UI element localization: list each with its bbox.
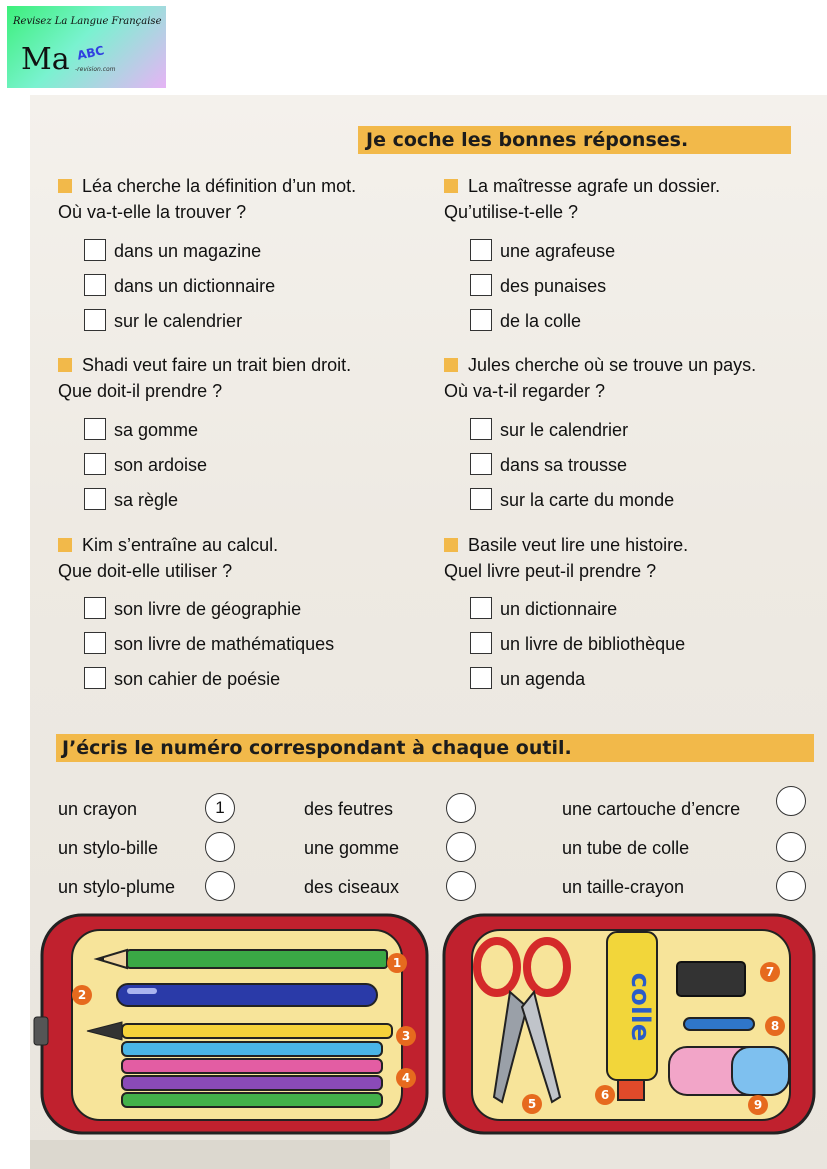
question-2-line-2: Qu’utilise-t-elle ?	[444, 202, 579, 222]
option-label: sa gomme	[114, 420, 199, 440]
tool-label: un tube de colle	[562, 838, 690, 858]
question-4-line-2: Où va-t-il regarder ?	[444, 381, 606, 401]
tool-label: un taille-crayon	[562, 877, 685, 897]
tool-label: un crayon	[58, 799, 138, 819]
question-3	[58, 352, 351, 404]
bullet-square-icon	[444, 358, 458, 372]
option-checkbox[interactable]	[84, 309, 242, 333]
question-4	[444, 352, 756, 404]
option-checkbox[interactable]	[470, 239, 615, 263]
answer-circle[interactable]: 1	[205, 793, 235, 823]
header-whitespace	[165, 33, 818, 89]
logo-suffix: -revision.com	[75, 66, 116, 73]
logo-abc: ABC	[75, 43, 106, 63]
number-badge: 1	[387, 953, 407, 973]
tool-label: une cartouche d’encre	[562, 799, 741, 819]
option-checkbox[interactable]	[470, 632, 685, 656]
checkbox-icon[interactable]	[84, 632, 106, 654]
site-logo	[7, 6, 166, 88]
checkbox-icon[interactable]	[84, 309, 106, 331]
bullet-square-icon	[444, 538, 458, 552]
answer-circle[interactable]	[205, 832, 235, 862]
option-checkbox[interactable]	[84, 418, 198, 442]
option-checkbox[interactable]	[470, 418, 628, 442]
question-6	[444, 532, 688, 584]
option-label: une agrafeuse	[500, 241, 616, 261]
answer-circle[interactable]	[776, 832, 806, 862]
checkbox-icon[interactable]	[470, 597, 492, 619]
option-checkbox[interactable]	[84, 488, 178, 512]
ballpoint-pen-icon	[117, 984, 377, 1006]
answer-circle[interactable]	[776, 871, 806, 901]
checkbox-icon[interactable]	[84, 453, 106, 475]
number-badge: 3	[396, 1026, 416, 1046]
option-label: sur le calendrier	[500, 420, 629, 440]
option-label: un agenda	[500, 669, 586, 689]
option-label: des punaises	[500, 276, 607, 296]
checkbox-icon[interactable]	[470, 309, 492, 331]
bullet-square-icon	[58, 538, 72, 552]
section2-title: J’écris le numéro correspondant à chaque outil.	[56, 734, 814, 762]
option-label: dans un magazine	[114, 241, 262, 261]
tool-label: des feutres	[304, 799, 394, 819]
tool-label: un stylo-bille	[58, 838, 159, 858]
option-checkbox[interactable]	[84, 239, 261, 263]
answer-circle[interactable]	[446, 832, 476, 862]
option-checkbox[interactable]	[470, 488, 674, 512]
answer-circle[interactable]	[446, 871, 476, 901]
option-label: dans un dictionnaire	[114, 276, 276, 296]
option-checkbox[interactable]	[470, 453, 627, 477]
checkbox-icon[interactable]	[470, 667, 492, 689]
option-label: son ardoise	[114, 455, 208, 475]
option-label: sur le calendrier	[114, 311, 243, 331]
checkbox-icon[interactable]	[84, 274, 106, 296]
checkbox-icon[interactable]	[84, 667, 106, 689]
number-badge: 6	[595, 1085, 615, 1105]
zipper-pull-icon	[34, 1017, 48, 1045]
answer-circle[interactable]	[205, 871, 235, 901]
ink-cartridge-icon	[684, 1018, 754, 1030]
bullet-square-icon	[444, 179, 458, 193]
option-label: sa règle	[114, 490, 179, 510]
bullet-square-icon	[58, 358, 72, 372]
checkbox-icon[interactable]	[84, 239, 106, 261]
pencil-case-illustration	[32, 912, 822, 1137]
question-5	[58, 532, 278, 584]
option-checkbox[interactable]	[84, 632, 334, 656]
option-checkbox[interactable]	[470, 597, 617, 621]
answer-circle[interactable]	[776, 786, 806, 816]
checkbox-icon[interactable]	[470, 418, 492, 440]
number-badge: 9	[748, 1095, 768, 1115]
option-label: son cahier de poésie	[114, 669, 281, 689]
question-6-line-2: Quel livre peut-il prendre ?	[444, 561, 657, 581]
tool-label: une gomme	[304, 838, 400, 858]
question-6-line-1: Basile veut lire une histoire.	[468, 535, 689, 555]
tool-label: un stylo-plume	[58, 877, 176, 897]
bullet-square-icon	[58, 179, 72, 193]
checkbox-icon[interactable]	[470, 239, 492, 261]
checkbox-icon[interactable]	[470, 632, 492, 654]
question-2-line-1: La maîtresse agrafe un dossier.	[468, 176, 721, 196]
logo-brand: Ma	[21, 42, 70, 77]
option-checkbox[interactable]	[470, 309, 581, 333]
page-bottom-strip	[30, 1140, 390, 1169]
fountain-pen-icon	[87, 1022, 392, 1040]
question-2	[444, 173, 720, 225]
sharpener-icon	[677, 962, 745, 996]
option-label: son livre de géographie	[114, 599, 302, 619]
checkbox-icon[interactable]	[470, 488, 492, 510]
number-badge: 7	[760, 962, 780, 982]
question-1	[58, 173, 356, 225]
glue-text: colle	[625, 972, 655, 1042]
option-checkbox[interactable]	[84, 667, 280, 691]
option-label: de la colle	[500, 311, 582, 331]
checkbox-icon[interactable]	[84, 418, 106, 440]
option-label: un livre de bibliothèque	[500, 634, 686, 654]
number-badge: 2	[72, 985, 92, 1005]
number-badge: 8	[765, 1016, 785, 1036]
section1-title: Je coche les bonnes réponses.	[358, 126, 791, 154]
number-badge: 4	[396, 1068, 416, 1088]
answer-circle[interactable]	[446, 793, 476, 823]
option-checkbox[interactable]	[84, 453, 207, 477]
number-badge: 5	[522, 1094, 542, 1114]
checkbox-icon[interactable]	[470, 453, 492, 475]
glue-tube-icon	[607, 932, 657, 1100]
question-5-line-2: Que doit-elle utiliser ?	[58, 561, 233, 581]
pencil-icon	[94, 950, 387, 968]
question-4-line-1: Jules cherche où se trouve un pays.	[468, 355, 757, 375]
question-3-line-1: Shadi veut faire un trait bien droit.	[82, 355, 352, 375]
option-checkbox[interactable]	[470, 274, 606, 298]
option-checkbox[interactable]	[84, 274, 275, 298]
checkbox-icon[interactable]	[84, 488, 106, 510]
option-checkbox[interactable]	[470, 667, 585, 691]
tool-label: des ciseaux	[304, 877, 400, 897]
option-label: son livre de mathématiques	[114, 634, 335, 654]
logo-tagline: Revisez La Langue Française	[13, 16, 162, 27]
question-5-line-1: Kim s’entraîne au calcul.	[82, 535, 279, 555]
eraser-icon	[669, 1047, 789, 1095]
option-checkbox[interactable]	[84, 597, 301, 621]
question-1-line-1: Léa cherche la définition d’un mot.	[82, 176, 357, 196]
checkbox-icon[interactable]	[470, 274, 492, 296]
option-label: sur la carte du monde	[500, 490, 675, 510]
question-1-line-2: Où va-t-elle la trouver ?	[58, 202, 247, 222]
option-label: dans sa trousse	[500, 455, 628, 475]
question-3-line-2: Que doit-il prendre ?	[58, 381, 223, 401]
option-label: un dictionnaire	[500, 599, 618, 619]
checkbox-icon[interactable]	[84, 597, 106, 619]
